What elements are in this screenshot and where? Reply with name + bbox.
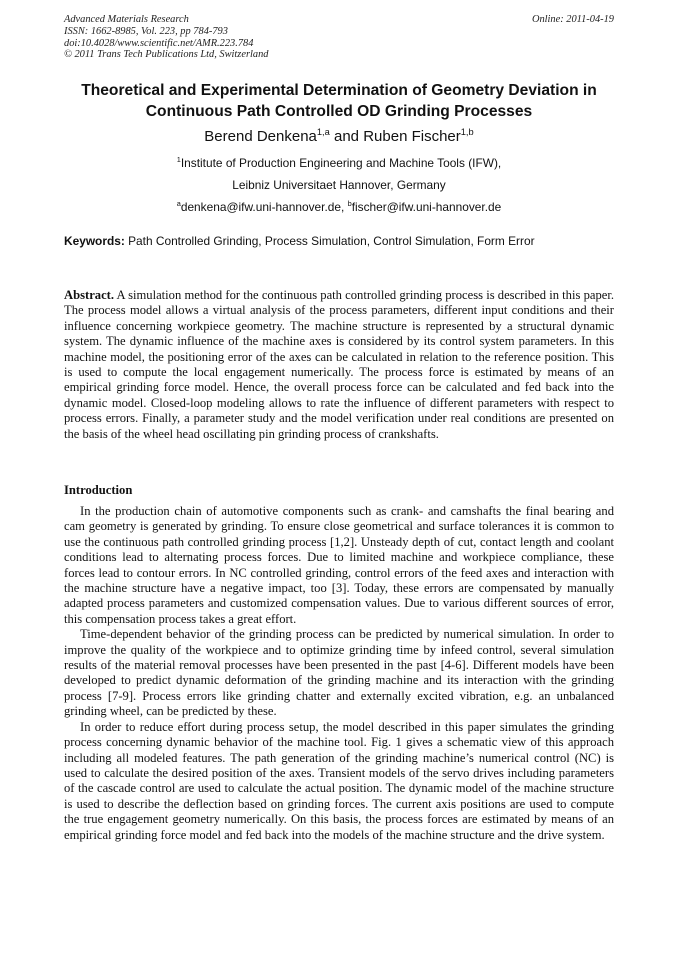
doi-line: doi:10.4028/www.scientific.net/AMR.223.784 (64, 37, 254, 49)
email-superscript: b (347, 199, 352, 209)
email-line (0, 200, 678, 214)
keywords-label: Keywords: (64, 234, 125, 248)
copyright-line: © 2011 Trans Tech Publications Ltd, Switzerland (64, 49, 269, 61)
affiliation-superscript: 1 (176, 155, 181, 165)
section-heading: Introduction (64, 483, 133, 497)
paper-title: Theoretical and Experimental Determination of Geometry Deviation in Continuous Path Controlled OD Grinding Processes (81, 82, 597, 120)
abstract-text: A simulation method for the continuous path controlled grinding process is described in this paper. The process model allows a virtual analysis of the process parameters, different input conditions and their influence concerning workpiece geometry. The machine structure is represented by a structural dynamic system. The dynamic influence of the machine axes is considered by its control system parameters. In this machine model, the positioning error of the axes can be calculated in relation to the reference position. This is used to compute the local engagement numerically. The process force is estimated by means of an empirical grinding force model. Hence, the overall process force can be calculated and fed back into the dynamic model. Closed-loop modeling allows to rate the influence of different parameters with respect to process errors. Finally, a parameter study and the model verification under real conditions are presented on the basis of the wheel head oscillating pin grinding process of crankshafts. (64, 288, 614, 441)
author-superscript: 1,b (460, 127, 474, 137)
email-address: denkena@ifw.uni-hannover.de, (180, 200, 348, 214)
author-name: Berend Denkena (204, 128, 317, 145)
author-line (0, 128, 678, 146)
email-address: fischer@ifw.uni-hannover.de (351, 200, 502, 214)
affiliation-line (0, 178, 678, 192)
affiliation-university: Leibniz Universitaet Hannover, Germany (232, 178, 446, 192)
affiliation-line (0, 156, 678, 170)
author-name: Ruben Fischer (363, 128, 461, 145)
abstract-paragraph (64, 288, 614, 442)
journal-header (64, 14, 268, 61)
keywords-line (64, 234, 624, 249)
email-superscript: a (176, 199, 181, 209)
affiliation-institute: Institute of Production Engineering and Machine Tools (IFW), (180, 156, 502, 170)
author-connector: and (329, 128, 364, 145)
keywords-text: Path Controlled Grinding, Process Simulation, Control Simulation, Form Error (124, 234, 535, 248)
journal-name: Advanced Materials Research (64, 14, 189, 25)
introduction-block (64, 504, 614, 843)
author-superscript: 1,a (316, 127, 330, 137)
body-paragraph: In order to reduce effort during process setup, the model described in this paper simulates the grinding process concerning dynamic behavior of the machine tool. Fig. 1 gives a schematic view of this approach including all modeled features. The path generation of the grinding machine’s numerical control (NC) is used to calculate the desired position of the axes. Transient models of the servo drives including parameters of the cascade control are used to calculate the actual position. The dynamic model of the machine structure is used to describe the deflection based on grinding forces. The current axis positions are used to compute the true engagement geometry numerically. On this basis, the process forces are estimated by means of an empirical grinding force model and fed back into the models of the machine structure and the drive system. (64, 719, 614, 842)
body-paragraph: In the production chain of automotive components such as crank- and camshafts the final bearing and cam geometry is generated by grinding. To ensure close geometrical and surface tolerances it is common to use the continuous path controlled grinding process [1,2]. Unsteady depth of cut, contact length and coolant conditions lead to alternating process forces. Due to limited machine and workpiece compliance, these forces lead to contour errors. In NC controlled grinding, control errors of the feed axes and interaction with the machine structure have a negative impact, too [3]. Today, these errors are compensated by manually adapted process parameters and customized compensation values. Due to various different sources of error, this compensation process takes a great effort. (64, 504, 614, 626)
online-date: Online: 2011-04-19 (531, 14, 614, 25)
abstract-block (64, 288, 614, 442)
issn-line: ISSN: 1662-8985, Vol. 223, pp 784-793 (64, 25, 228, 37)
body-paragraph: Time-dependent behavior of the grinding process can be predicted by numerical simulation. In order to improve the quality of the workpiece and to optimize grinding time by infeed control, several simulation results of the material removal processes have been presented in the past [4-6]. Different models have been developed to predict dynamic deformation of the grinding machine and its interaction with the grinding process [7-9]. Process errors like grinding chatter and externally excited vibration, e.g. an unbalanced grinding wheel, can be predicted by these. (64, 627, 614, 719)
abstract-label: Abstract. (64, 288, 115, 302)
